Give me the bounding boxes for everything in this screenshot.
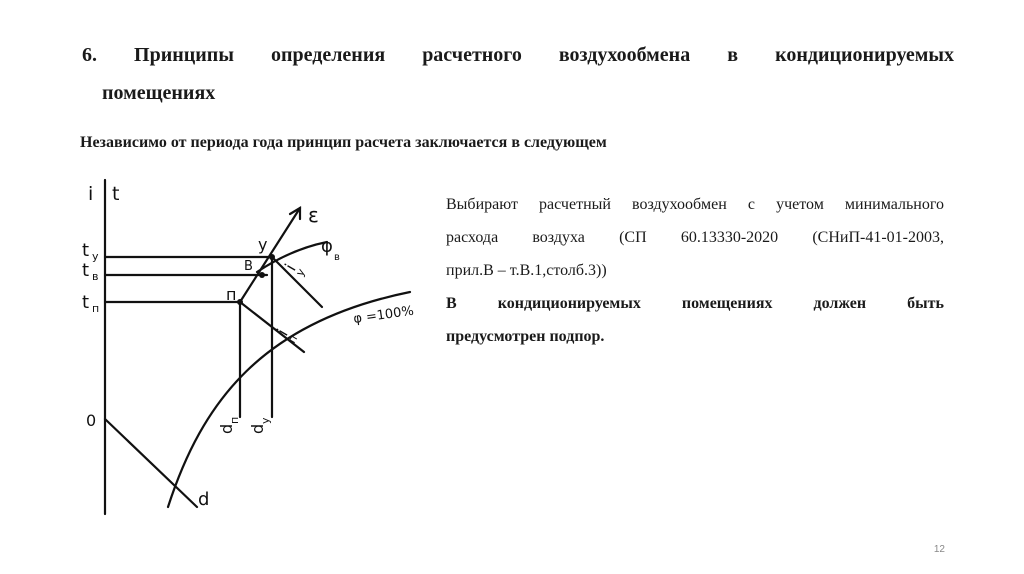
word: должен xyxy=(813,295,867,312)
title-word: расчетного xyxy=(422,44,522,66)
point-p-label: п xyxy=(226,285,237,304)
word: В xyxy=(446,295,457,312)
paragraph-line xyxy=(446,221,944,254)
word: Выбирают xyxy=(446,196,518,213)
word: помещениях xyxy=(681,295,773,312)
slide-subtitle: Независимо от периода года принцип расчета заключается в следующем xyxy=(80,134,607,151)
dp-sub: п xyxy=(228,416,241,424)
phi-v-label: φ xyxy=(321,236,333,257)
title-number: 6. xyxy=(82,44,97,66)
point-v-label: B xyxy=(244,259,253,274)
iy-sub: y xyxy=(293,266,308,279)
iy-line xyxy=(272,257,322,307)
tp-label: t xyxy=(82,292,90,313)
tp-sub: п xyxy=(92,302,100,315)
ip-sub: п xyxy=(285,332,301,346)
word: кондиционируемых xyxy=(497,295,641,312)
ty-sub: y xyxy=(92,250,99,263)
dy-sub: y xyxy=(259,417,272,424)
paragraph-1 xyxy=(446,188,944,287)
word: быть xyxy=(907,295,944,312)
point-v-marker xyxy=(259,272,265,278)
word: (СНиП-41-01-2003, xyxy=(812,229,944,246)
ty-label: t xyxy=(82,240,90,261)
title-line-2: помещениях xyxy=(102,82,216,104)
zero-label: 0 xyxy=(86,411,97,430)
title-word: Принципы xyxy=(134,44,234,66)
word: учетом xyxy=(776,196,824,213)
word: воздухообмен xyxy=(632,196,727,213)
word: расхода xyxy=(446,229,499,246)
title-word: определения xyxy=(270,44,386,66)
paragraph-2 xyxy=(446,287,944,353)
paragraph-line xyxy=(446,287,944,320)
point-p-marker xyxy=(237,299,243,305)
epsilon-label: ε xyxy=(308,203,319,227)
slide-title xyxy=(82,36,954,112)
zero-to-d-line xyxy=(105,419,197,507)
page-number: 12 xyxy=(933,544,945,555)
tv-label: t xyxy=(82,260,90,281)
tv-sub: в xyxy=(92,270,99,283)
body-text xyxy=(446,188,944,353)
word: воздуха xyxy=(532,229,585,246)
id-diagram xyxy=(72,172,432,517)
dy-label: d xyxy=(248,423,267,434)
paragraph-last-line: прил.В – т.В.1,столб.3)) xyxy=(446,262,607,279)
title-word: кондиционируемых xyxy=(775,44,954,66)
axis-i-label: i xyxy=(88,183,94,205)
paragraph-line xyxy=(446,188,944,221)
title-word: воздухообмена xyxy=(558,44,691,66)
axis-t-label: t xyxy=(112,183,120,205)
title-word: в xyxy=(727,44,739,66)
point-y-label: y xyxy=(258,235,268,254)
word: с xyxy=(747,196,755,213)
phi-v-sub: в xyxy=(334,252,340,263)
word: расчетный xyxy=(539,196,611,213)
ip-label: i xyxy=(273,325,292,339)
iy-label: i xyxy=(281,260,300,274)
paragraph-last-line: предусмотрен подпор. xyxy=(446,328,605,345)
point-y-marker xyxy=(269,254,275,260)
title-line-1 xyxy=(82,36,954,74)
phi-100-label: φ =100% xyxy=(352,303,415,327)
dp-label: d xyxy=(217,423,236,434)
word: (СП xyxy=(619,229,647,246)
word: 60.13330-2020 xyxy=(680,229,779,246)
word: минимального xyxy=(844,196,944,213)
d-axis-label: d xyxy=(198,489,210,510)
